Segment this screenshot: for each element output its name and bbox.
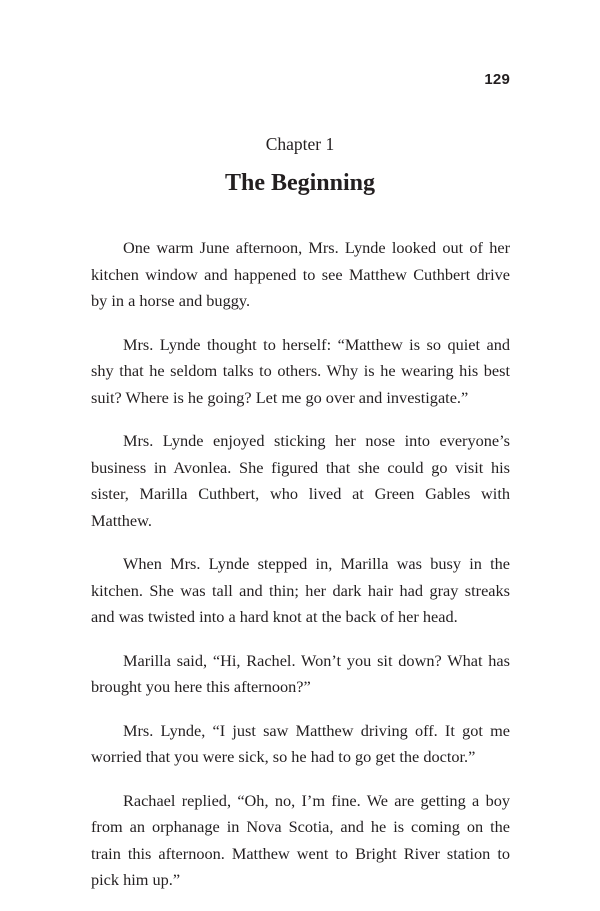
paragraph: When Mrs. Lynde stepped in, Marilla was busy in the kitchen. She was tall and thin; her dark hair had gray streaks and was twisted into a hard knot at the back of her head. xyxy=(91,554,510,626)
chapter-label: Chapter 1 xyxy=(265,134,335,154)
paragraph: Mrs. Lynde thought to herself: “Matthew is so quiet and shy that he seldom talks to others. Why is he wearing his best suit? Where is he going? Let me go over and investigate.” xyxy=(91,334,510,407)
chapter-title: The Beginning xyxy=(224,170,376,196)
paragraph: Rachael replied, “Oh, no, I’m fine. We are getting a boy from an orphanage in Nova Scotia, and he is coming on the train this afternoon. Matthew went to Bright River station to pick him up.” xyxy=(91,790,510,889)
page-number: 129 xyxy=(484,71,510,88)
body-text xyxy=(91,235,510,911)
paragraph: Marilla said, “Hi, Rachel. Won’t you sit down? What has brought you here this afternoon?” xyxy=(91,650,510,696)
paragraph: Mrs. Lynde, “I just saw Matthew driving off. It got me worried that you were sick, so he had to go get the doctor.” xyxy=(91,720,510,766)
paragraph: One warm June afternoon, Mrs. Lynde looked out of her kitchen window and happened to see Matthew Cuthbert drive by in a horse and buggy. xyxy=(91,238,510,310)
paragraph: Mrs. Lynde enjoyed sticking her nose into everyone’s business in Avonlea. She figured that she could go visit his sister, Marilla Cuthbert, who lived at Green Gables with Matthew. xyxy=(91,431,510,530)
